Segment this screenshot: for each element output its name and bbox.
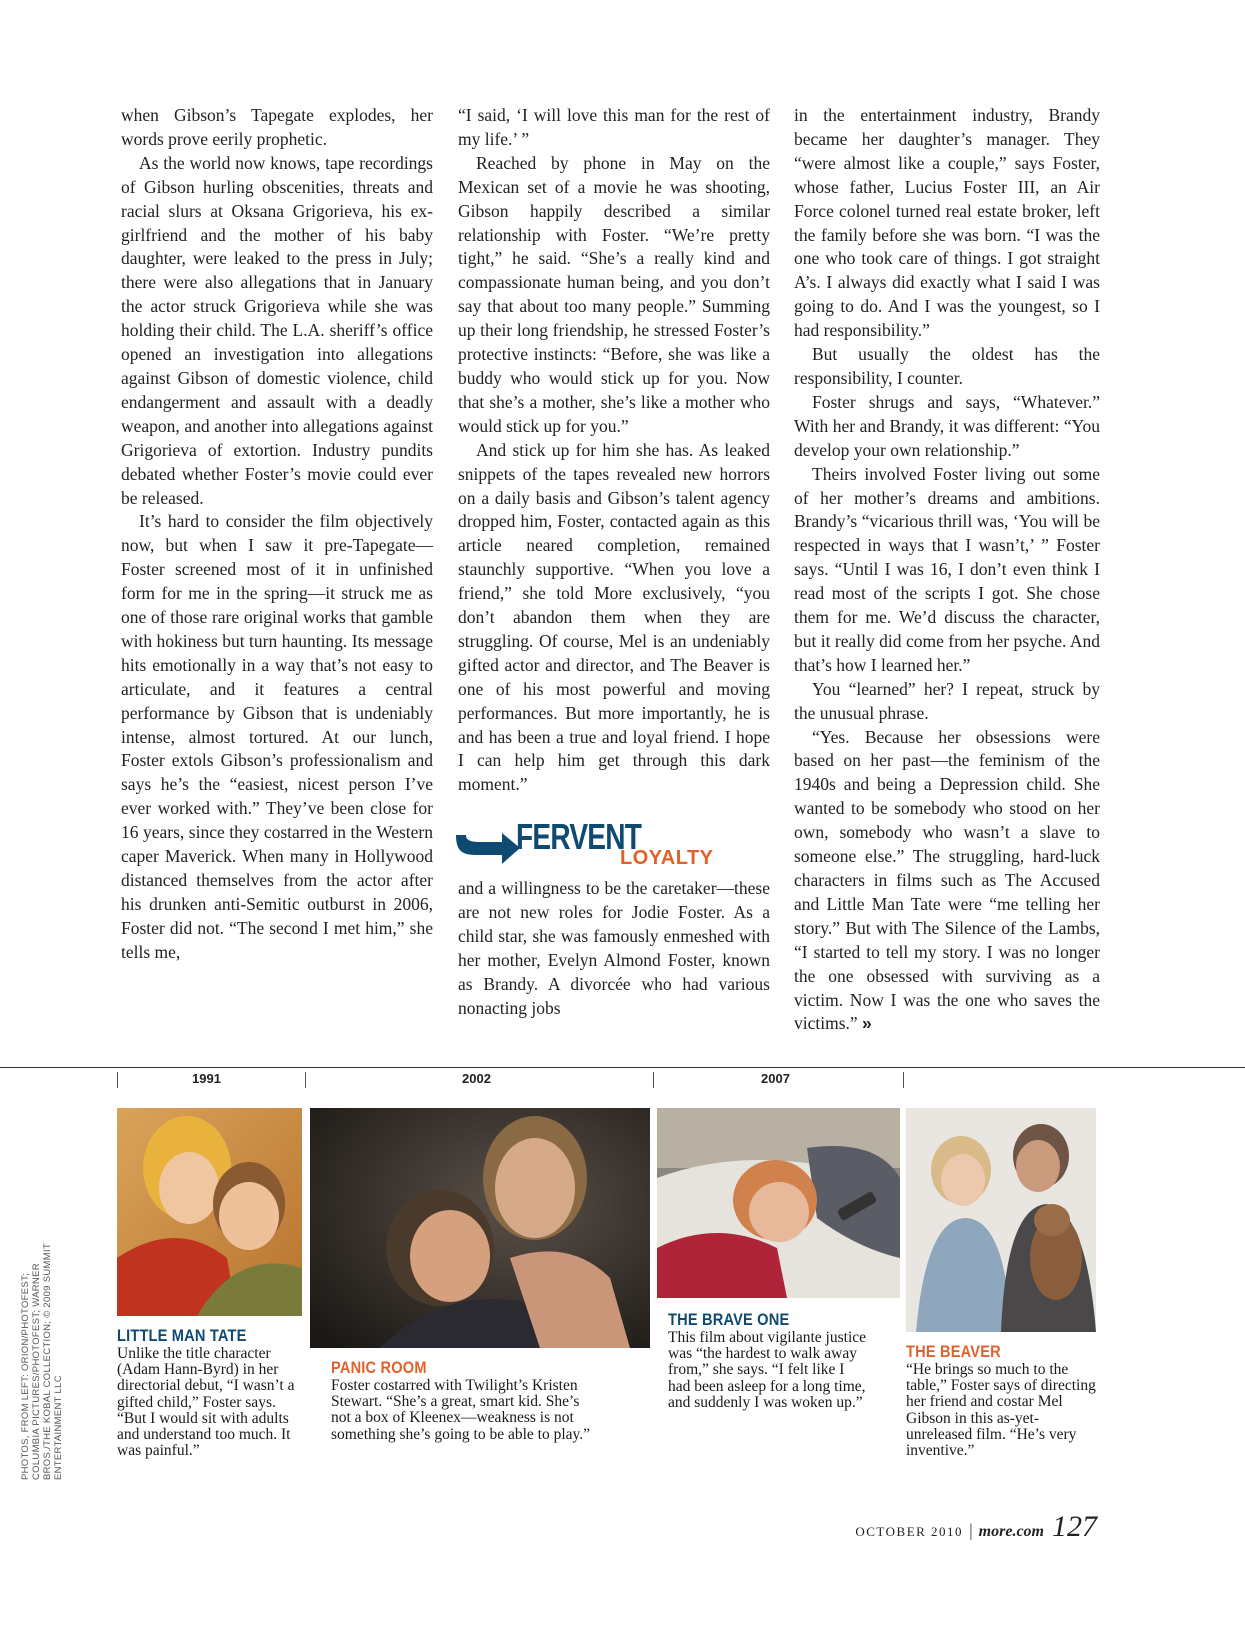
film-still-image <box>906 1108 1096 1332</box>
site-name: more.com <box>978 1523 1044 1540</box>
caption-text: This film about vigilante justice was “the hardest to walk away from,” she says. “I felt like I had been asleep for a long time, and suddenly I was woken up.” <box>668 1329 867 1411</box>
caption-the-beaver <box>906 1342 1096 1459</box>
paragraph: You “learned” her? I repeat, struck by the unusual phrase. <box>794 678 1100 723</box>
timeline-rule <box>0 1067 1245 1068</box>
paragraph: “I said, ‘I will love this man for the rest of my life.’ ” <box>458 105 770 149</box>
paragraph: when Gibson’s Tapegate explodes, her words prove eerily prophetic. <box>121 105 433 149</box>
paragraph <box>794 726 1100 1037</box>
folio-divider: | <box>969 1520 973 1540</box>
caption-little-man-tate <box>117 1326 305 1459</box>
caption-text: “He brings so much to the table,” Foster says of directing her friend and costar Mel Gibson in this as-yet-unreleased film. “He’s very inventive.” <box>906 1361 1096 1460</box>
paragraph: Theirs involved Foster living out some of her mother’s dreams and ambitions. Brandy’s “vicarious thrill was, ‘You will be respected in ways that I wasn’t,’ ” Foster says. “Until I was 16, I don’t even think I read most of the scripts I got. She chose them for me. We’d discuss the character, but it really did come from her psyche. And that’s how I learned her.” <box>794 463 1100 675</box>
photo-the-beaver <box>906 1108 1096 1332</box>
caption-text: Foster costarred with Twilight’s Kristen Stewart. “She’s a great, smart kid. She’s not a box of Kleenex—weakness is not something she’s going to be able to play.” <box>331 1377 591 1443</box>
caption-panic-room <box>331 1358 591 1443</box>
paragraph: in the entertainment industry, Brandy became her daughter’s manager. They “were almost like a couple,” says Foster, whose father, Lucius Foster III, an Air Force colonel turned real estate broker, left the family before she was born. “I was the one who took care of things. I got straight A’s. I always did exactly what I said I was going to do. And I was the youngest, so I had responsibility.” <box>794 105 1100 341</box>
photo-panic-room <box>310 1108 650 1348</box>
caption-the-brave-one <box>668 1310 868 1411</box>
issue-date: OCTOBER 2010 <box>855 1524 964 1539</box>
arrow-icon <box>454 831 524 867</box>
paragraph: And stick up for him she has. As leaked snippets of the tapes revealed new horrors on a daily basis and Gibson’s talent agency dropped him, Foster, contacted again as this article neared completion, remained staunchly supportive. “When you love a friend,” she told More exclusively, “you don’t abandon them when they are struggling. Of course, Mel is an undeniably gifted actor and director, and The Beaver is one of his most powerful and moving performances. But more importantly, he is and has been a true and loyal friend. I hope I can help him get through this dark moment.” <box>458 439 770 795</box>
timeline-tick <box>117 1072 118 1088</box>
timeline-year: 2002 <box>462 1071 491 1086</box>
caption-text: Unlike the title character (Adam Hann-Byrd) in her directorial debut, “I wasn’t a gifted child,” Foster says. “But I would sit with adults and understand too much. It was painful.” <box>117 1345 295 1460</box>
paragraph-text: “Yes. Because her obsessions were based on her past—the feminism of the 1940s and being a Depression child. She wanted to be somebody who stood on her own, somebody who wasn’t a slave to someone else.” The struggling, hard-luck characters in films such as The Accused and Little Man Tate were “me telling her story.” But with The Silence of the Lambs, “I started to tell my story. I was no longer the one obsessed with surviving as a victim. Now I was the one who saves the victims.” <box>794 726 1100 1034</box>
section-dek <box>454 816 770 873</box>
paragraph: As the world now knows, tape recordings of Gibson hurling obscenities, threats and racial slurs at Oksana Grigorieva, his ex-girlfriend and the mother of his baby daughter, were leaked to the press in July; there were also allegations that in January the actor struck Grigorieva while she was holding their child. The L.A. sheriff’s office opened an investigation into allegations against Gibson of domestic violence, child endangerment and assault with a deadly weapon, and another into allegations against Grigorieva of extortion. Industry pundits debated whether Foster’s movie could ever be released. <box>121 152 433 508</box>
caption-title: THE BRAVE ONE <box>668 1310 790 1329</box>
photo-credit: PHOTOS, FROM LEFT: ORION/PHOTOFEST; COLUMBIA PICTURES/PHOTOFEST; WARNER BROS./THE KOBAL COLLECTION; © 2009 SUMMIT ENTERTAINMENT LLC <box>20 1243 64 1480</box>
article-column-1 <box>121 104 433 965</box>
photo-the-brave-one <box>657 1108 900 1298</box>
paragraph: But usually the oldest has the responsibility, I counter. <box>794 344 1100 388</box>
page-folio <box>855 1510 1097 1544</box>
paragraph: Reached by phone in May on the Mexican set of a movie he was shooting, Gibson happily described a similar relationship with Foster. “We’re pretty tight,” he said. “She’s a really kind and compassionate human being, and you don’t say that about too many people.” Summing up their long friendship, he stressed Foster’s protective instincts: “Before, she was like a buddy who would stick up for you. Now that she’s a mother, she’s like a mother who would stick up for you.” <box>458 152 770 436</box>
paragraph: and a willingness to be the caretaker—these are not new roles for Jodie Foster. As a child star, she was famously enmeshed with her mother, Evelyn Almond Foster, known as Brandy. A divorcée who had various nonacting jobs <box>458 878 770 1018</box>
film-still-image <box>657 1108 900 1298</box>
dek-title: FERVENT <box>516 816 642 858</box>
timeline-year: 1991 <box>192 1071 221 1086</box>
dek-subtitle: LOYALTY <box>620 847 714 870</box>
film-still-image <box>310 1108 650 1348</box>
film-still-image <box>117 1108 302 1316</box>
timeline <box>0 1067 1245 1091</box>
timeline-tick <box>653 1072 654 1088</box>
timeline-tick <box>305 1072 306 1088</box>
caption-title: PANIC ROOM <box>331 1358 427 1377</box>
photo-little-man-tate <box>117 1108 302 1316</box>
caption-title: THE BEAVER <box>906 1342 1001 1361</box>
timeline-tick <box>903 1072 904 1088</box>
page-number: 127 <box>1052 1510 1097 1543</box>
timeline-year: 2007 <box>761 1071 790 1086</box>
caption-title: LITTLE MAN TATE <box>117 1326 247 1345</box>
paragraph: Foster shrugs and says, “Whatever.” With her and Brandy, it was different: “You develop your own relationship.” <box>794 391 1100 460</box>
paragraph: It’s hard to consider the film objectively now, but when I saw it pre-Tapegate—Foster screened most of it in unfinished form for me in the spring—it struck me as one of those rare original works that gamble with hokiness but turn haunting. Its message hits emotionally in a way that’s not easy to articulate, and it features a central performance by Gibson that is undeniably intense, almost tortured. At our lunch, Foster extols Gibson’s professionalism and says he’s the “easiest, nicest person I’ve ever worked with.” They’ve been close for 16 years, since they costarred in the Western caper Maverick. When many in Hollywood distanced themselves from the actor after his drunken anti-Semitic outburst in 2006, Foster did not. “The second I met him,” she tells me, <box>121 511 433 962</box>
article-column-2 <box>458 104 770 1021</box>
article-column-3 <box>794 104 1100 1036</box>
end-mark-icon: » <box>862 1013 872 1034</box>
